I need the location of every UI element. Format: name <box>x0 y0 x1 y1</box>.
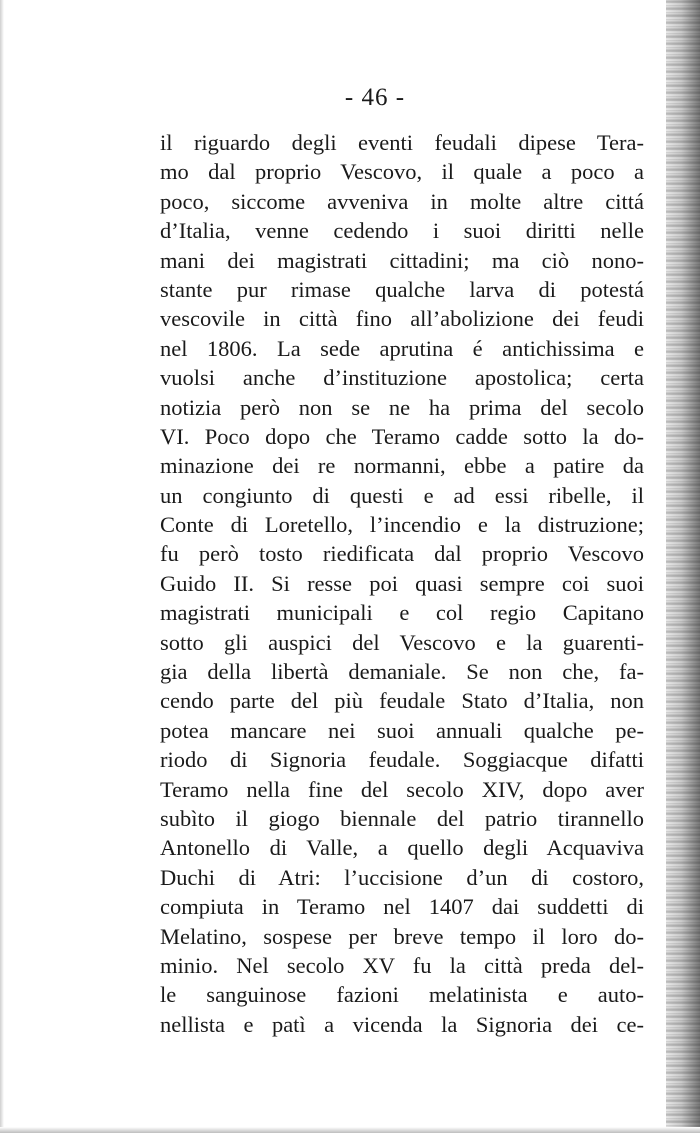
text-line: cendo parte del più feudale Stato d’Italia, non <box>160 688 644 714</box>
text-line: sotto gli auspici del Vescovo e la guarenti- <box>160 629 644 655</box>
text-line: mo dal proprio Vescovo, il quale a poco a <box>160 159 644 185</box>
text-line: le sanguinose fazioni melatinista e auto- <box>160 982 644 1008</box>
text-line: fu però tosto riedificata dal proprio Vescovo <box>160 541 644 567</box>
text-line: compiuta in Teramo nel 1407 dai suddetti di <box>160 894 644 920</box>
text-line: riodo di Signoria feudale. Soggiacque difatti <box>160 747 644 773</box>
scan-edge-bottom <box>0 1127 700 1133</box>
text-line: magistrati municipali e col regio Capitano <box>160 600 644 626</box>
text-line: Teramo nella fine del secolo XIV, dopo aver <box>160 776 644 802</box>
text-line: minazione dei re normanni, ebbe a patire da <box>160 453 644 479</box>
text-line: poco, siccome avveniva in molte altre cittá <box>160 188 644 214</box>
text-line: vuolsi anche d’instituzione apostolica; certa <box>160 365 644 391</box>
text-line: Guido II. Si resse poi quasi sempre coi suoi <box>160 570 644 596</box>
page-number: - 46 - <box>344 84 406 111</box>
text-line: gia della libertà demaniale. Se non che, fa- <box>160 659 644 685</box>
text-line: VI. Poco dopo che Teramo cadde sotto la do- <box>160 423 644 449</box>
text-line: Melatino, sospese per breve tempo il loro do- <box>160 923 644 949</box>
text-line: Conte di Loretello, l’incendio e la distruzione; <box>160 512 644 538</box>
text-line: mani dei magistrati cittadini; ma ciò nono- <box>160 247 644 273</box>
text-line: il riguardo degli eventi feudali dipese Tera- <box>160 130 644 155</box>
text-line: subìto il giogo biennale del patrio tirannello <box>160 805 644 831</box>
text-line: vescovile in città fino all’abolizione dei feudi <box>160 306 644 332</box>
text-line: nellista e patì a vicenda la Signoria dei ce- <box>160 1011 644 1037</box>
text-line: d’Italia, venne cedendo i suoi diritti nelle <box>160 218 644 244</box>
text-line: potea mancare nei suoi annuali qualche pe- <box>160 717 644 743</box>
text-line: Duchi di Atri: l’uccisione d’un di costoro, <box>160 864 644 890</box>
scan-edge-left <box>0 0 4 1133</box>
text-line: nel 1806. La sede aprutina é antichissima e <box>160 335 644 361</box>
scan-edge-right <box>666 0 700 1133</box>
body-text <box>160 128 644 1039</box>
text-line: stante pur rimase qualche larva di potestá <box>160 276 644 302</box>
text-line: un congiunto di questi e ad essi ribelle, il <box>160 482 644 508</box>
text-line: minio. Nel secolo XV fu la città preda del- <box>160 952 644 978</box>
text-line: Antonello di Valle, a quello degli Acquaviva <box>160 835 644 861</box>
text-line: notizia però non se ne ha prima del secolo <box>160 394 644 420</box>
